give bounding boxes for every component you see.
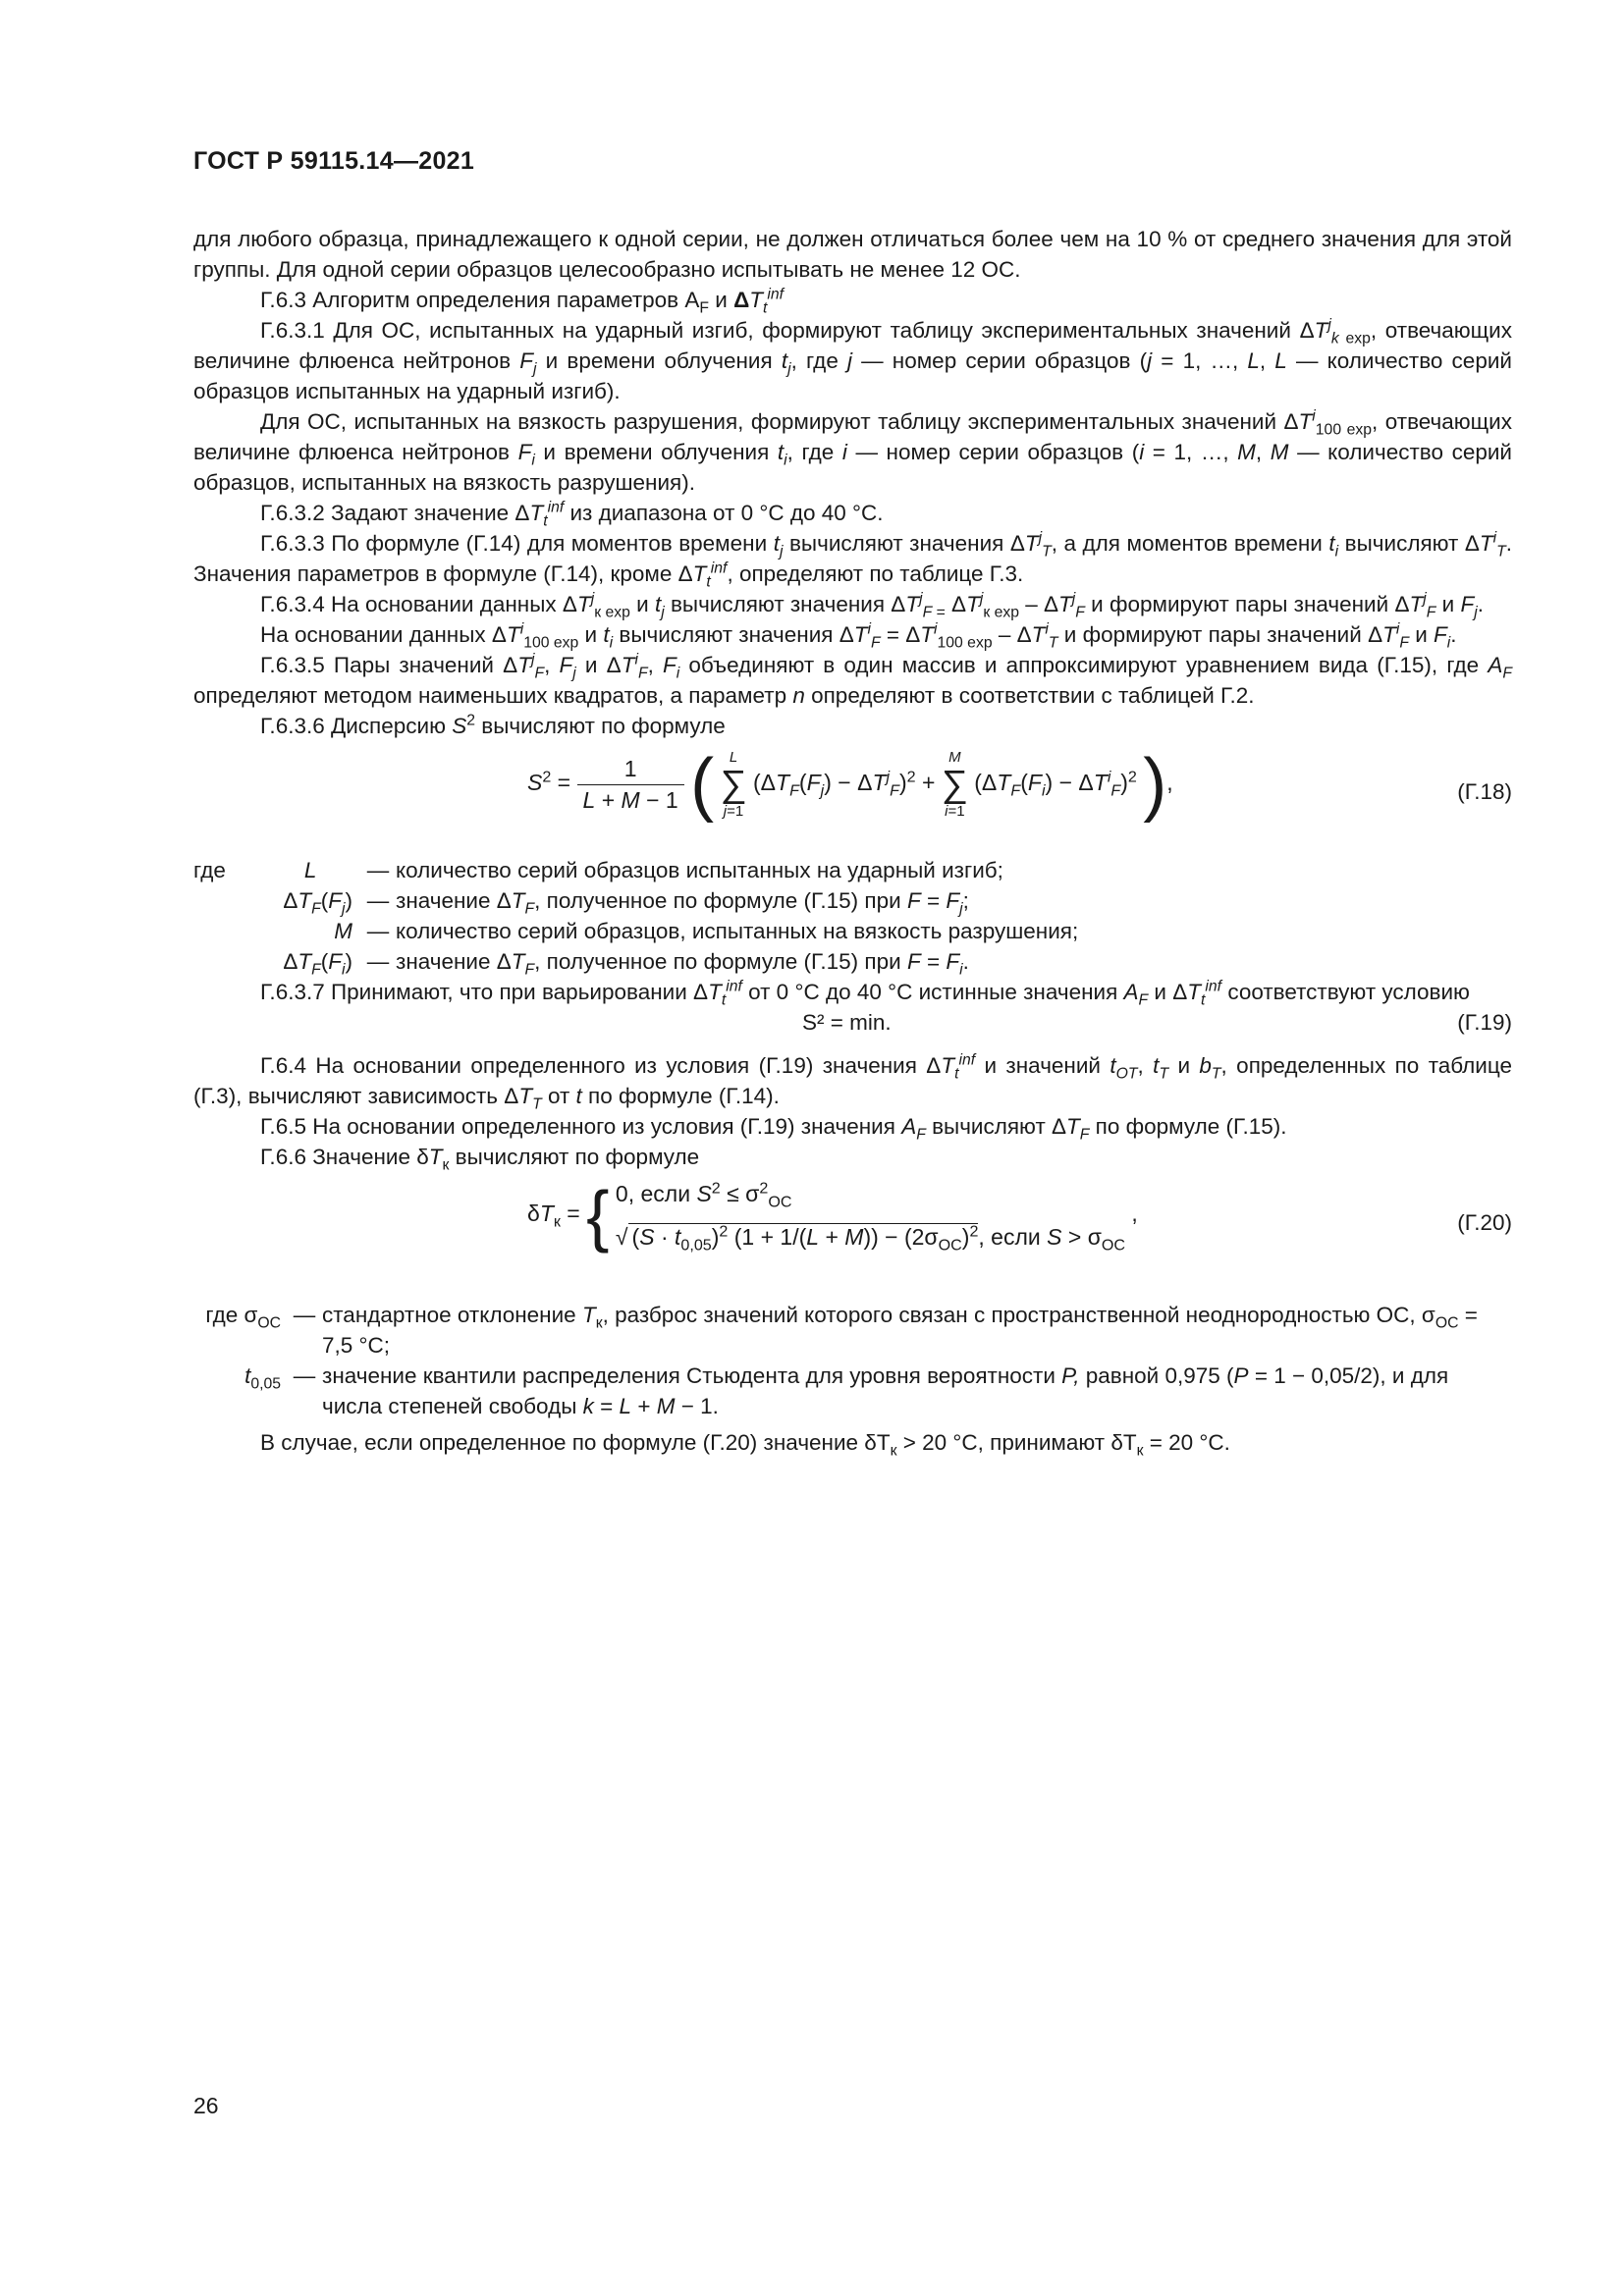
- where-list-g18: где L — количество серий образцов испытанных на ударный изгиб; $\Delta T_F(F_j)$ — значение $\Delta T_F$, полученное по формуле (Г.15) при $F = F_j$; M — количество серий образцов, испытанных на вязкость разрушения; $\Delta T_F(F_i)$ — значение $\Delta T_F$, полученное по формуле (Г.15) при $F = F_i$.: [193, 855, 1512, 977]
- section-g636: Г.6.3.6 Дисперсию $S^2$ вычисляют по формуле: [260, 712, 726, 738]
- section-g65: Г.6.5 На основании определенного из условия (Г.19) значения $A_F$ вычисляют $\Delta T_F$ по формуле (Г.15).: [260, 1114, 1287, 1144]
- section-g633: Г.6.3.3 По формуле (Г.14) для моментов времени $t_j$ вычисляют значения $\Delta T^j_T$, а для моментов времени $t_i$ вычисляют $\Delta T^i_T$. Значения параметров в формуле (Г.14), кроме $\Delta T_t^{inf}$, определяют по таблице Г.3.: [193, 529, 1513, 591]
- section-g634-b: На основании данных $\Delta T^i_{100 exp}$ и $t_i$ вычисляют значения $\Delta T^i_F = \Delta T^i_{100 exp} - \Delta T^i_T$ и формируют пары значений $\Delta T^i_F$ и $F_i$.: [260, 620, 1457, 652]
- section-final: В случае, если определенное по формуле (Г.20) значение $\delta T_к > 20$ °С, принимают $\delta T_к = 20$ °С.: [260, 1430, 1230, 1460]
- section-g634: Г.6.3.4 На основании данных $\Delta T^j_{к exp}$ и $t_j$ вычисляют значения $\Delta T^j_{F =}$ $\Delta T^j_{к exp} - \Delta T^j_F$ и формируют пары значений $\Delta T^j_F$ и $F_j$.: [260, 590, 1484, 621]
- section-g64: Г.6.4 На основании определенного из условия (Г.19) значения $\Delta T_t^{inf}$ и значений $t_{OT}$, $t_T$ и $b_T$, определенных по таблице (Г.3), вычисляют зависимость $\Delta T_T$ от t по формуле (Г.14).: [193, 1051, 1512, 1113]
- formula-g19-expression: S² = min.: [802, 1010, 892, 1035]
- section-g631: Г.6.3.1 Для ОС, испытанных на ударный изгиб, формируют таблицу экспериментальных значений $\Delta T^j_{k exp}$, отвечающих величине флюенса нейтронов $F_j$ и времени облучения $t_j$, где j — номер серии образцов (j = 1, …, L, L — количество серий образцов испытанных на ударный изгиб).: [193, 316, 1512, 403]
- section-g632: Г.6.3.2 Задают значение $\Delta T_t^{inf}$ из диапазона от 0 °С до 40 °С.: [260, 499, 884, 530]
- page-number: 26: [193, 2093, 219, 2118]
- formula-number-g18: (Г.18): [1457, 779, 1512, 804]
- formula-g20-expression: $\delta T_к$ = { 0, если $S^2 \le \sigma^2_{OC}$ √ $(S \cdot t_{0,05})^2$ $(1 + 1/(L + M)) - (2\sigma_{OC})^2$, если $S > \sigma_{OC}$ ,: [527, 1177, 1138, 1255]
- formula-g18-expression: $S^2$ = $\frac{1}{L + M - 1}$ ( L ∑ j=1 $(\Delta T_F(F_j) - \Delta T^j_F)^2 + M$ ∑ i=1 $(\Delta T_F(F_i) - \Delta T^i_F)^2$ ),: [527, 745, 1173, 824]
- section-g635: Г.6.3.5 Пары значений $\Delta T^j_F$, $F_j$ и $\Delta T^i_F$, $F_i$ объединяют в один массив и аппроксимируют уравнением вида (Г.15), где $A_F$ определяют методом наименьших квадратов, а параметр n определяют в соответствии с таблицей Г.2.: [193, 651, 1512, 708]
- section-g66: Г.6.6 Значение $\delta T_к$ вычисляют по формуле: [260, 1145, 700, 1174]
- document-body: [193, 224, 1512, 1458]
- section-g631-b: Для ОС, испытанных на вязкость разрушения, формируют таблицу экспериментальных значений $\Delta T^i_{100 exp}$, отвечающих величине флюенса нейтронов $F_i$ и времени облучения $t_i$, где i — номер серии образцов (i = 1, …, M, M — количество серий образцов, испытанных на вязкость разрушения).: [193, 407, 1512, 495]
- section-g63: Г.6.3 Алгоритм определения параметров $А_F$ и $\Delta T_t^{inf}$: [260, 286, 785, 317]
- where-lead: где L: [193, 858, 317, 882]
- formula-g19: [193, 1007, 1512, 1041]
- formula-number-g20: (Г.20): [1457, 1210, 1512, 1235]
- formula-g18: [193, 741, 1512, 849]
- formula-number-g19: (Г.19): [1457, 1010, 1512, 1035]
- paragraph-continuation: для любого образца, принадлежащего к одной серии, не должен отличаться более чем на 10 % от среднего значения для этой группы. Для одной серии образцов целесообразно испытывать не менее 12 ОС.: [193, 227, 1512, 282]
- where-list-g20: где $\sigma_{OC}$ — стандартное отклонение $T_к$, разброс значений которого связан с пространственной неоднородностью ОС, $\sigma_{OC} = 7,5$ °С; $t_{0,05}$ — значение квантили распределения Стьюдента для уровня вероятности P, равной 0,975 (P = 1 − 0,05/2), и для числа степеней свободы k = L + M − 1.: [205, 1303, 1478, 1418]
- section-g637: Г.6.3.7 Принимают, что при варьировании $\Delta T_t^{inf}$ от 0 °С до 40 °С истинные значения $A_F$ и $\Delta T_t^{inf}$ соответствуют условию: [260, 978, 1470, 1009]
- formula-g20: [193, 1172, 1512, 1288]
- document-header: ГОСТ Р 59115.14—2021: [193, 147, 475, 175]
